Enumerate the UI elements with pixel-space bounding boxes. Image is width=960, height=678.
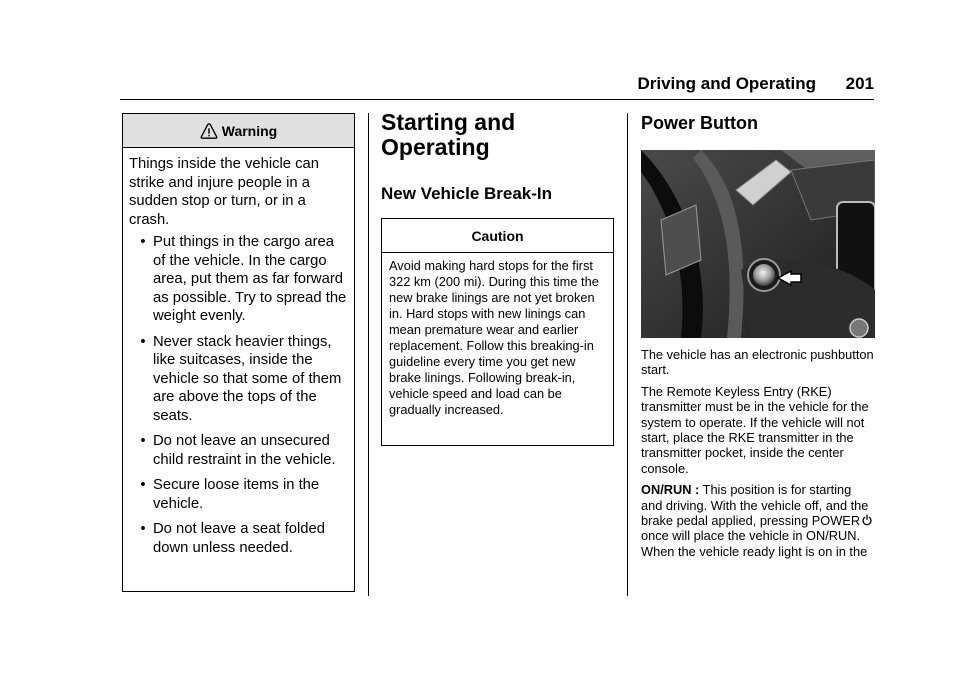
caution-box (381, 218, 614, 446)
onrun-paragraph (641, 482, 875, 559)
column-divider (627, 113, 628, 596)
warning-bullet-list (123, 229, 354, 557)
onrun-text: This position is for starting and driving. With the vehicle off, and the brake pedal applied, pressing POWER (641, 482, 869, 529)
warning-intro: Things inside the vehicle can strike and injure people in a sudden stop or turn, or in a crash. (129, 156, 320, 228)
list-item: • Secure loose items in the vehicle. (133, 476, 348, 513)
page-header (120, 72, 874, 100)
list-item: • Do not leave an unsecured child restraint in the vehicle. (133, 432, 348, 469)
section-heading: Starting and Operating (381, 109, 516, 160)
caution-header: Caution (382, 219, 613, 253)
power-button-photo (641, 150, 875, 338)
bullet-icon: • (140, 234, 146, 250)
section-title: Driving and Operating (637, 74, 816, 93)
paragraph: The vehicle has an electronic pushbutton start. (641, 347, 874, 378)
right-column (641, 113, 875, 559)
left-column (122, 113, 355, 592)
middle-column (381, 109, 614, 446)
subsection-heading: New Vehicle Break-In (381, 184, 553, 203)
power-icon (862, 514, 872, 526)
dashboard-illustration (641, 150, 875, 338)
onrun-text-continued: once will place the vehicle in ON/RUN. When the vehicle ready light is on in the (641, 528, 868, 559)
column-divider (368, 113, 369, 596)
page-number: 201 (845, 74, 874, 93)
list-item: • Put things in the cargo area of the vehicle. In the cargo area, put them as far forward as possible. Try to spread the weight evenly. (133, 233, 348, 326)
bullet-icon: • (140, 521, 146, 537)
list-item: • Do not leave a seat folded down unless needed. (133, 520, 348, 557)
warning-header (123, 114, 354, 148)
warning-box (122, 113, 355, 592)
bullet-icon: • (140, 433, 146, 449)
power-button-heading: Power Button (641, 113, 758, 133)
bullet-icon: • (140, 333, 146, 350)
warning-title: Warning (221, 122, 278, 139)
warning-triangle-icon (200, 122, 218, 140)
paragraph: The Remote Keyless Entry (RKE) transmitter must be in the vehicle for the system to operate. If the vehicle will not start, place the RKE transmitter in the transmitter pocket, inside the center console. (641, 383, 869, 476)
bullet-icon: • (140, 477, 146, 493)
list-item: • Never stack heavier things, like suitcases, inside the vehicle so that some of them are above the tops of the seats. (133, 333, 348, 426)
caution-body: Avoid making hard stops for the first 322 km (200 mi). During this time the new brake linings are not yet broken in. Hard stops with new linings can mean premature wear and earlier replacement. Follow this breaking-in guideline every time you get new brake linings. Following break-in, vehicle speed and load can be gradually increased. (389, 258, 599, 417)
onrun-label: ON/RUN : (641, 482, 700, 498)
